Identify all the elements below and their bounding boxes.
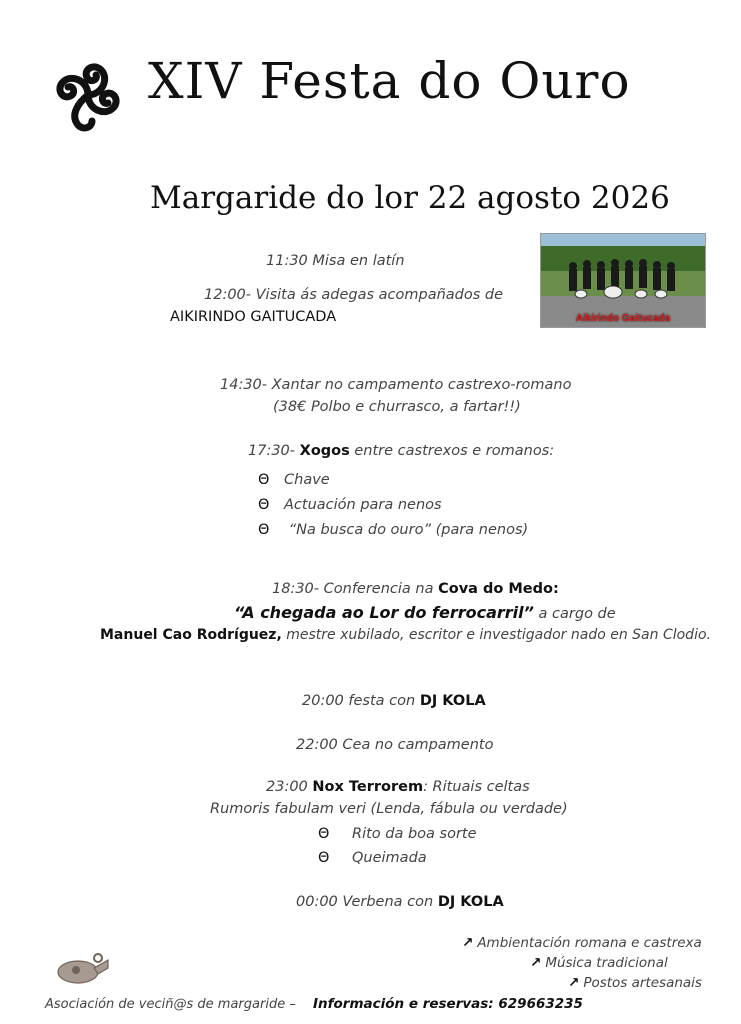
feature-item: ↗ Postos artesanais	[568, 975, 702, 991]
xantar-note: (38€ Polbo e churrasco, a fartar!!)	[273, 399, 521, 415]
bullet-icon: Θ	[258, 497, 270, 513]
event-subtitle: Margaride do lor 22 agosto 2026	[150, 180, 670, 216]
association-name: Asociación de veciñ@s de margaride –	[45, 997, 296, 1012]
photo-caption: Aikirindo Gaitucada	[575, 313, 671, 324]
schedule-xantar: 14:30- Xantar no campamento castrexo-romano	[220, 377, 572, 393]
nox-item: Θ Rito da boa sorte	[318, 826, 477, 842]
schedule-conferencia: 18:30- Conferencia na Cova do Medo:	[272, 581, 559, 597]
group-photo	[540, 233, 706, 328]
schedule-misa: 11:30 Misa en latín	[266, 253, 405, 269]
xogos-rest: entre castrexos e romanos:	[349, 443, 555, 459]
arrow-icon: ↗	[530, 955, 542, 971]
bullet-icon: Θ	[258, 472, 270, 488]
schedule-verbena: 00:00 Verbena con DJ KOLA	[296, 894, 504, 910]
schedule-festa: 20:00 festa con DJ KOLA	[302, 693, 486, 709]
feature-item: ↗ Música tradicional	[530, 955, 668, 971]
nox-label: Nox Terrorem	[312, 779, 424, 795]
dj-name: DJ KOLA	[437, 894, 504, 910]
conf-title-line: “A chegada ao Lor do ferrocarril” a cargo de	[234, 603, 616, 622]
oil-lamp-icon	[54, 950, 110, 986]
conf-speaker-line: Manuel Cao Rodríguez, mestre xubilado, escritor e investigador nado en San Clodio.	[100, 627, 711, 643]
visita-group: AIKIRINDO GAITUCADA	[170, 309, 337, 325]
arrow-icon: ↗	[462, 935, 474, 951]
schedule-xogos	[248, 443, 554, 459]
schedule-cea: 22:00 Cea no campamento	[296, 737, 494, 753]
xogos-item: Θ Chave	[258, 472, 330, 488]
xogos-item: Θ “Na busca do ouro” (para nenos)	[258, 522, 529, 538]
bullet-icon: Θ	[318, 826, 330, 842]
schedule-visita: 12:00- Visita ás adegas acompañados de	[204, 287, 504, 303]
nox-item: Θ Queimada	[318, 850, 427, 866]
conf-title: “A chegada ao Lor do ferrocarril”	[234, 603, 534, 622]
arrow-icon: ↗	[568, 975, 580, 991]
xogos-time: 17:30-	[248, 443, 300, 459]
conf-place: Cova do Medo:	[438, 581, 559, 597]
schedule-nox: 23:00 Nox Terrorem: Rituais celtas	[266, 779, 530, 795]
xogos-label: Xogos	[299, 443, 350, 459]
triskelion-logo	[48, 55, 128, 135]
conf-speaker: Manuel Cao Rodríguez,	[100, 627, 282, 643]
contact-info: Información e reservas: 629663235	[313, 996, 583, 1012]
page-title: XIV Festa do Ouro	[148, 52, 631, 110]
xogos-item: Θ Actuación para nenos	[258, 497, 442, 513]
bullet-icon: Θ	[258, 522, 270, 538]
feature-item: ↗ Ambientación romana e castrexa	[462, 935, 702, 951]
bullet-icon: Θ	[318, 850, 330, 866]
dj-name: DJ KOLA	[419, 693, 486, 709]
rumoris: Rumoris fabulam veri (Lenda, fábula ou verdade)	[210, 801, 568, 817]
